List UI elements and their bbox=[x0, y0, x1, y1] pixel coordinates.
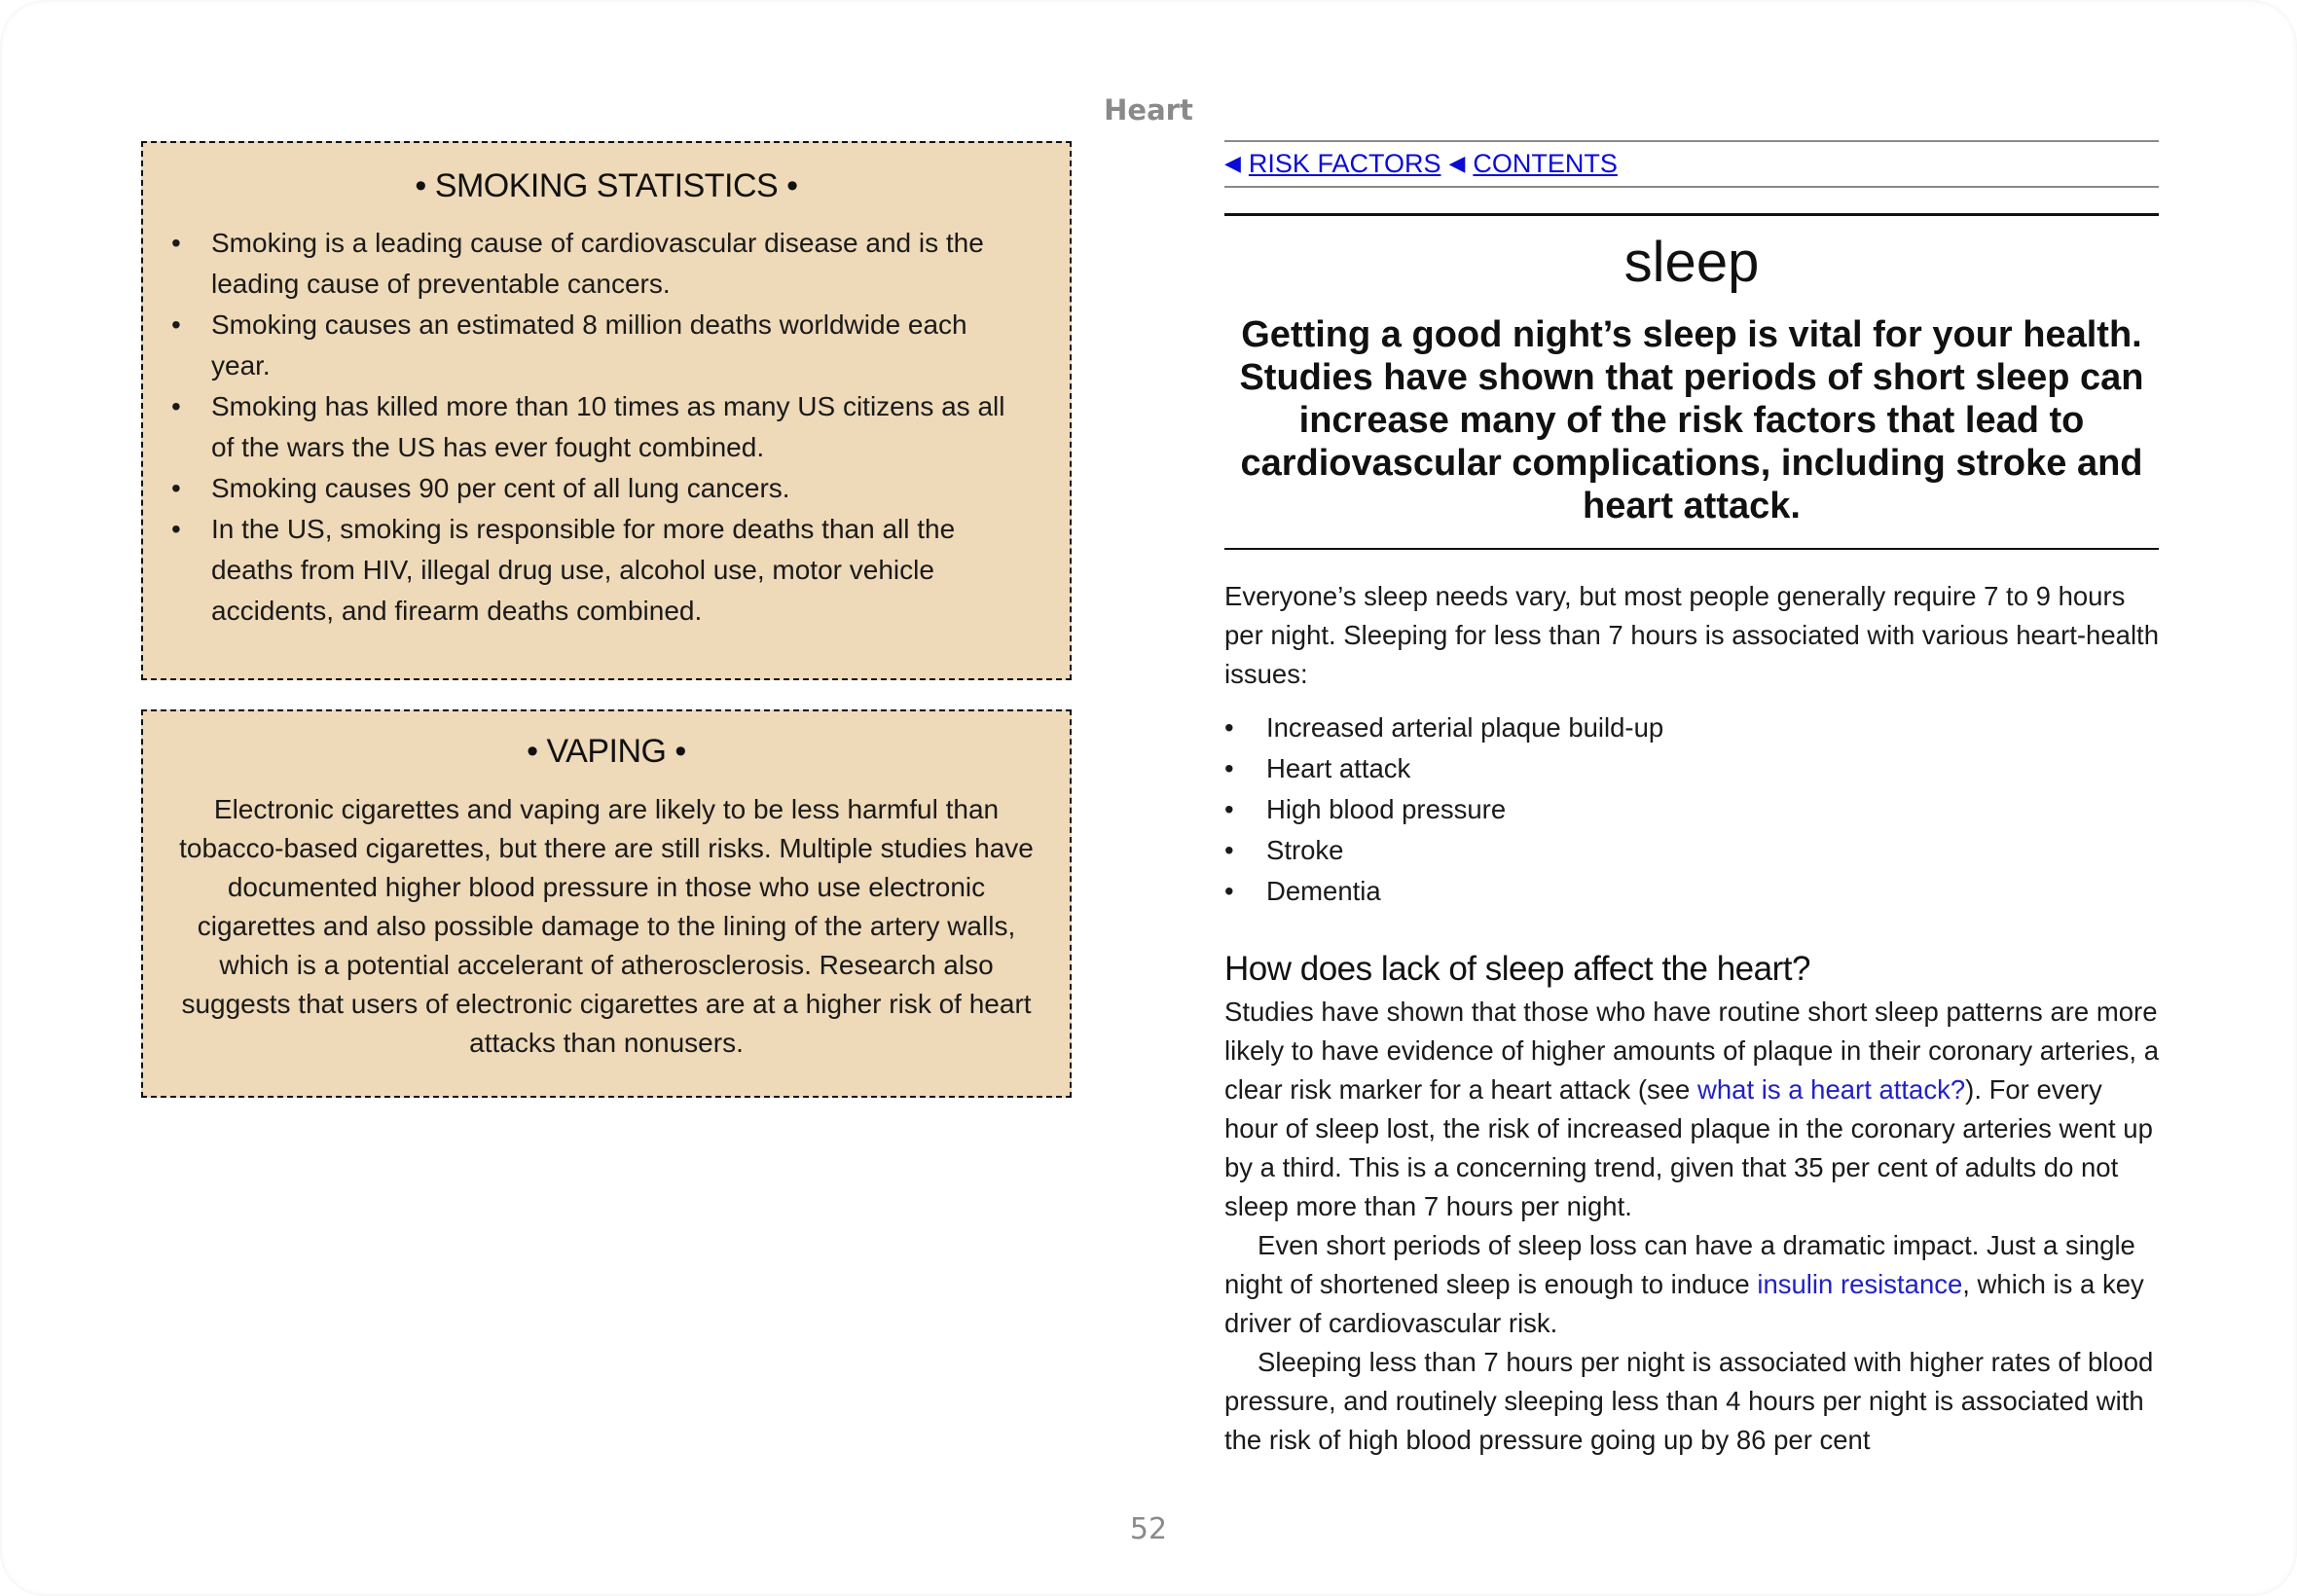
bullet-icon: • bbox=[171, 228, 181, 258]
vaping-paragraph: Electronic cigarettes and vaping are likely to be less harmful than tobacco-based cigarettes, but there are still risks. Multiple studies have documented higher blood pressure in those who use electronic cigarettes and also possible damage to the lining of the artery walls, which is a potential accelerant of atherosclerosis. Research also suggests that users of electronic cigarettes are at a higher risk of heart attacks than nonusers. bbox=[179, 794, 1034, 1058]
list-item: • High blood pressure bbox=[1224, 789, 2159, 830]
list-item: • Stroke bbox=[1224, 830, 2159, 871]
chapter-intro: Getting a good night’s sleep is vital for your health. Studies have shown that periods of short sleep can increase many of the risk factors that lead to cardiovascular complications, including stroke and heart attack. bbox=[1239, 314, 2144, 526]
bullet-icon: • bbox=[1224, 794, 1234, 824]
bullet-icon: • bbox=[1224, 835, 1234, 865]
back-arrow-icon: ◀ bbox=[1224, 151, 1241, 175]
bullet-icon: • bbox=[1224, 712, 1234, 743]
list-item: • In the US, smoking is responsible for more deaths than all the deaths from HIV, illegal drug use, alcohol use, motor vehicle accidents, and firearm deaths combined. bbox=[211, 509, 1031, 632]
bullet-icon: • bbox=[1224, 753, 1234, 783]
list-item: • Dementia bbox=[1224, 871, 2159, 912]
bullet-icon: • bbox=[171, 514, 181, 544]
back-arrow-icon: ◀ bbox=[1448, 151, 1466, 175]
heart-health-issues-list bbox=[1224, 707, 2159, 912]
risk-factors-link[interactable]: RISK FACTORS bbox=[1248, 148, 1441, 178]
smoking-statistics-box bbox=[141, 141, 1072, 680]
section-heading: How does lack of sleep affect the heart? bbox=[1224, 950, 1810, 988]
bullet-icon: • bbox=[1224, 876, 1234, 906]
vaping-box-title: • VAPING • bbox=[527, 733, 686, 770]
bullet-icon: • bbox=[171, 309, 181, 340]
bullet-icon: • bbox=[171, 473, 181, 503]
insulin-resistance-link[interactable]: insulin resistance bbox=[1757, 1269, 1963, 1299]
list-item: • Smoking has killed more than 10 times as many US citizens as all of the wars the US has ever fought combined. bbox=[211, 386, 1031, 468]
list-item: • Smoking causes an estimated 8 million deaths worldwide each year. bbox=[211, 305, 1031, 386]
list-item: • Increased arterial plaque build-up bbox=[1224, 707, 2159, 748]
contents-link[interactable]: CONTENTS bbox=[1473, 148, 1618, 178]
list-item: • Smoking is a leading cause of cardiovascular disease and is the leading cause of preventable cancers. bbox=[211, 223, 1031, 305]
bullet-icon: • bbox=[171, 391, 181, 421]
plaque-paragraph: Studies have shown that those who have routine short sleep patterns are more likely to have evidence of higher amounts of plaque in their coronary arteries, a clear risk marker for a heart attack (see what is a heart attack?). For every hour of sleep lost, the risk of increased plaque in the coronary arteries went up by a third. This is a concerning trend, given that 35 per cent of adults do not sleep more than 7 hours per night. bbox=[1224, 997, 2159, 1221]
nav-divider-bottom bbox=[1224, 186, 2159, 188]
blood-pressure-paragraph: Sleeping less than 7 hours per night is associated with higher rates of blood pressure, and routinely sleeping less than 4 hours per night is associated with the risk of high blood pressure going up by 86 per cent bbox=[1224, 1347, 2154, 1455]
vaping-box bbox=[141, 709, 1072, 1098]
page-number: 52 bbox=[1129, 1512, 1168, 1546]
list-item: • Heart attack bbox=[1224, 748, 2159, 789]
smoking-box-title: • SMOKING STATISTICS • bbox=[415, 167, 798, 204]
what-is-a-heart-attack-link[interactable]: what is a heart attack? bbox=[1697, 1074, 1966, 1105]
chapter-navigation bbox=[1224, 146, 1618, 181]
list-item: • Smoking causes 90 per cent of all lung cancers. bbox=[211, 468, 1031, 509]
intro-paragraph: Everyone’s sleep needs vary, but most people generally require 7 to 9 hours per night. Sleeping for less than 7 hours is associated with various heart-health issues: bbox=[1224, 581, 2159, 689]
nav-risk-factors[interactable] bbox=[1224, 149, 1440, 179]
insulin-paragraph: Even short periods of sleep loss can have a dramatic impact. Just a single night of shortened sleep is enough to induce insulin resistance, which is a key driver of cardiovascular risk. bbox=[1224, 1230, 2144, 1338]
title-divider-bottom bbox=[1224, 548, 2159, 550]
chapter-title: sleep bbox=[1623, 231, 1760, 294]
running-head: Heart bbox=[1104, 93, 1193, 127]
smoking-statistics-list bbox=[143, 223, 1070, 632]
title-divider-top bbox=[1224, 213, 2159, 216]
nav-contents[interactable] bbox=[1448, 149, 1617, 179]
nav-divider-top bbox=[1224, 140, 2159, 142]
